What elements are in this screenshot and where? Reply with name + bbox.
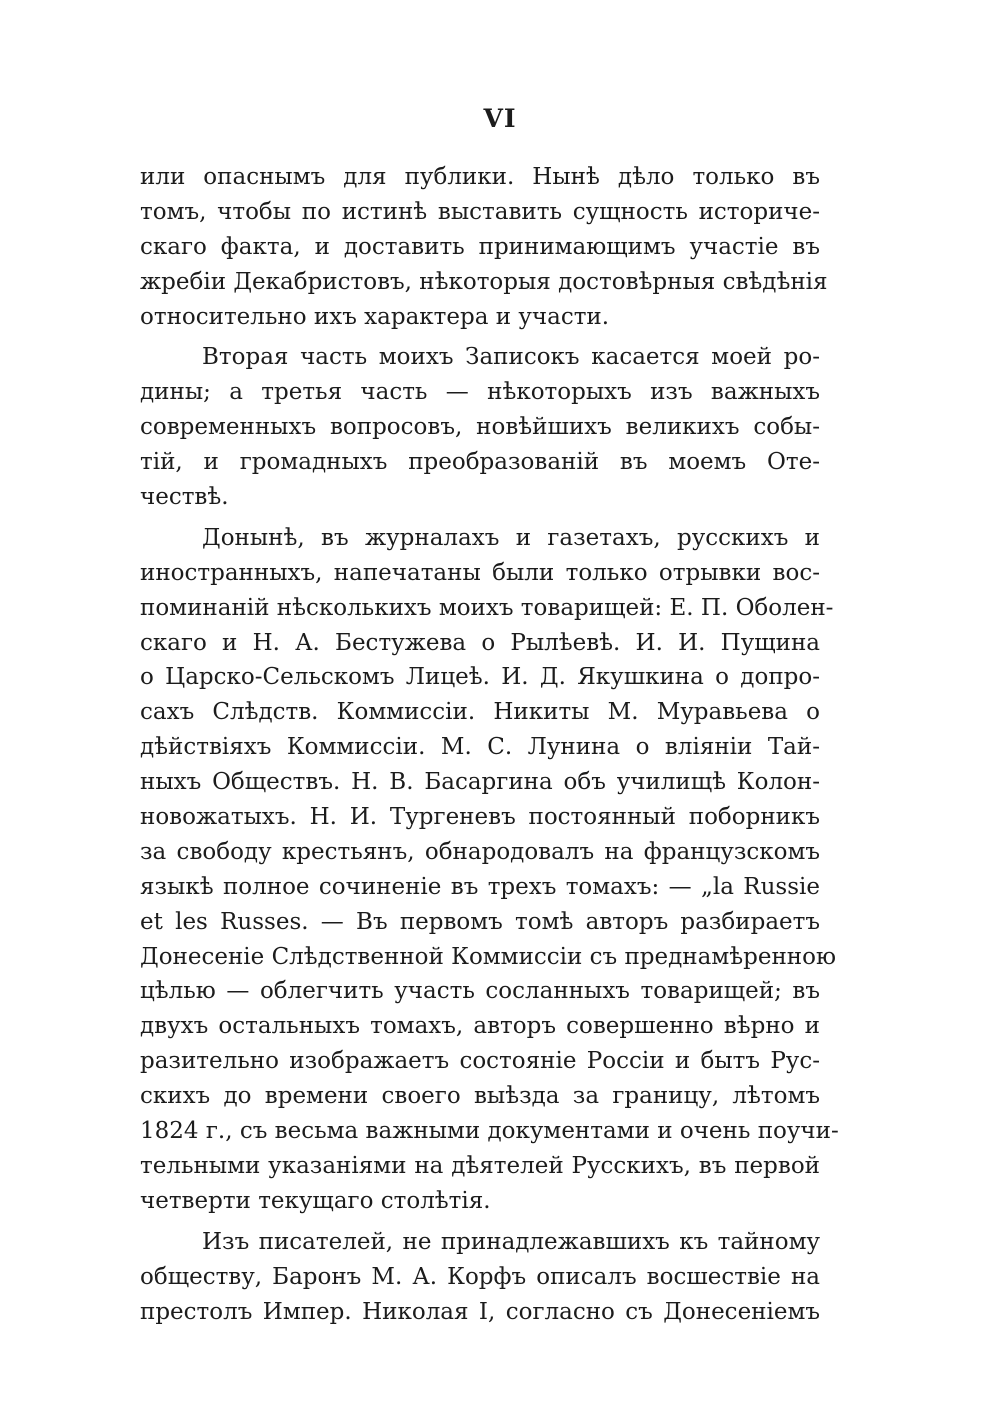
- text-line: Вторая часть моихъ Записокъ касается моей ро-: [202, 344, 820, 371]
- paragraph: [140, 1225, 820, 1330]
- text-line: Донынѣ, въ журналахъ и газетахъ, русскихъ и: [202, 524, 820, 551]
- text-line: двухъ остальныхъ томахъ, авторъ совершенно вѣрно и: [140, 1013, 820, 1040]
- text-line: Донесеніе Слѣдственной Коммиссіи съ преднамѣренною: [140, 943, 836, 970]
- text-line: за свободу крестьянъ, обнародовалъ на французскомъ: [140, 838, 820, 865]
- text-line: новожатыхъ. Н. И. Тургеневъ постоянный поборникъ: [140, 804, 820, 831]
- text-line: разительно изображаетъ состояніе Россіи и бытъ Рус-: [140, 1048, 820, 1075]
- text-line: или опаснымъ для публики. Нынѣ дѣло только въ: [140, 164, 820, 190]
- text-line: тельными указаніями на дѣятелей Русскихъ, въ первой: [140, 1152, 820, 1179]
- text-line: Изъ писателей, не принадлежавшихъ къ тайному: [202, 1228, 820, 1255]
- text-line: скаго факта, и доставить принимающимъ участіе въ: [140, 233, 820, 260]
- paragraph: [140, 340, 820, 514]
- text-line: жребіи Декабристовъ, нѣкоторыя достовѣрныя свѣдѣнія: [140, 268, 828, 295]
- text-line: языкѣ полное сочиненіе въ трехъ томахъ: — „la Russie: [140, 873, 820, 900]
- text-line: иностранныхъ, напечатаны были только отрывки вос-: [140, 559, 820, 586]
- page-number: VI: [483, 104, 517, 133]
- text-line: дины; а третья часть — нѣкоторыхъ изъ важныхъ: [140, 379, 820, 406]
- text-line: сахъ Слѣдств. Коммиссіи. Никиты М. Муравьева о: [140, 699, 820, 726]
- text-line: современныхъ вопросовъ, новѣйшихъ великихъ собы-: [140, 414, 820, 441]
- text-line: ныхъ Обществъ. Н. В. Басаргина объ училищѣ Колон-: [140, 769, 820, 796]
- text-line: томъ, чтобы по истинѣ выставить сущность историче-: [140, 198, 820, 225]
- text-line: четверти текущаго столѣтія.: [140, 1187, 491, 1214]
- text-line: скихъ до времени своего выѣзда за границу, лѣтомъ: [140, 1083, 820, 1110]
- paragraph: [140, 521, 839, 1219]
- text-line: о Царско-Сельскомъ Лицеѣ. И. Д. Якушкина о допро-: [140, 664, 820, 691]
- paragraph: [140, 160, 828, 334]
- text-line: поминаній нѣсколькихъ моихъ товарищей: Е. П. Оболен-: [140, 594, 834, 621]
- body-text: [140, 160, 839, 1335]
- text-line: скаго и Н. А. Бестужева о Рылѣевѣ. И. И. Пущина: [140, 629, 820, 656]
- text-line: дѣйствіяхъ Коммиссіи. М. С. Лунина о вліяніи Тай-: [140, 734, 820, 761]
- text-line: относительно ихъ характера и участи.: [140, 303, 610, 330]
- text-line: тій, и громадныхъ преобразованій въ моемъ Оте-: [140, 449, 820, 476]
- text-line: et les Russes. — Въ первомъ томѣ авторъ разбираетъ: [140, 908, 820, 935]
- text-line: престолъ Импер. Николая I, согласно съ Донесеніемъ: [140, 1298, 820, 1325]
- text-line: 1824 г., съ весьма важными документами и очень поучи-: [140, 1118, 839, 1145]
- text-line: цѣлью — облегчить участь сосланныхъ товарищей; въ: [140, 978, 820, 1005]
- text-line: чествѣ.: [140, 484, 229, 511]
- text-line: обществу, Баронъ М. А. Корфъ описалъ восшествіе на: [140, 1263, 820, 1290]
